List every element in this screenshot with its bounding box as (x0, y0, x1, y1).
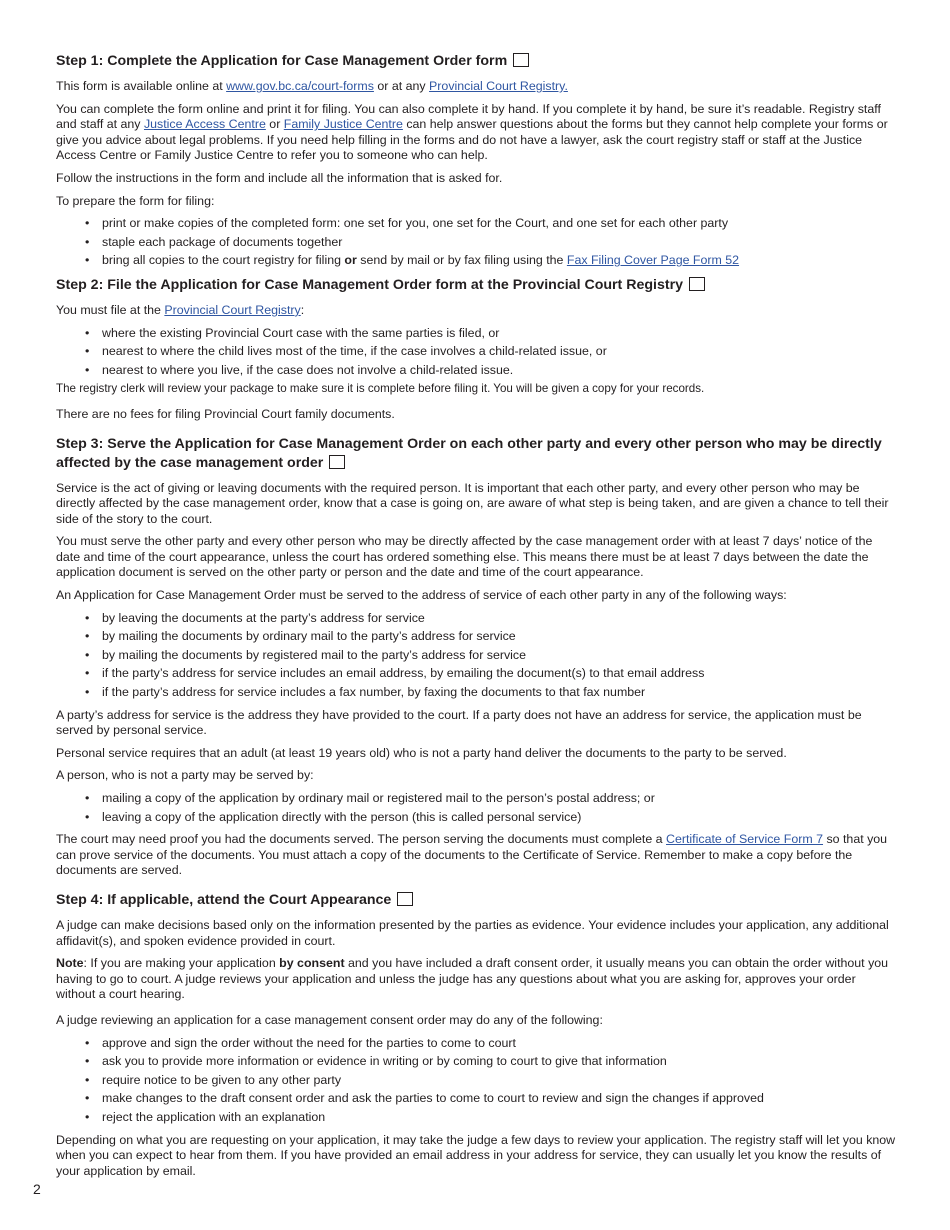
step-3-checkbox[interactable] (329, 455, 345, 469)
step-3-heading (56, 435, 896, 473)
step-4-list (56, 1036, 896, 1126)
list-item: • approve and sign the order without the need for the parties to come to court (102, 1036, 896, 1052)
list-item: • by mailing the documents by registered mail to the party’s address for service (102, 648, 896, 664)
step-2-fees-para: There are no fees for filing Provincial Court family documents. (56, 406, 395, 421)
step-4-title: Step 4: If applicable, attend the Court Appearance (56, 891, 392, 908)
fax-filing-cover-page-link[interactable]: Fax Filing Cover Page Form 52 (566, 253, 740, 268)
provincial-court-registry-link-2[interactable]: Provincial Court Registry (164, 302, 301, 317)
step-2-file-para: You must file at the Provincial Court Registry: (56, 302, 305, 317)
list-item: • nearest to where the child lives most of the time, if the case involves a child-related issue, or (102, 344, 896, 360)
step-2-clerk-para: The registry clerk will review your package to make sure it is complete before filing it. You will be given a copy for your records. (56, 382, 705, 396)
list-item: • require notice to be given to any other party (102, 1073, 896, 1089)
list-item: • by mailing the documents by ordinary mail to the party’s address for service (102, 629, 896, 645)
list-item: • if the party’s address for service includes a fax number, by faxing the documents to that fax number (102, 685, 896, 701)
step-4-note-para: Note: If you are making your application by consent and you have included a draft consent order, it usually means you can obtain the order without you having to go to court. A judge reviews your application and unless the judge has any questions about what you are asking for, approves your order without a court hearing. (56, 956, 889, 1002)
step-3-list-2 (56, 791, 896, 825)
step-3-proof-para: The court may need proof you had the documents served. The person serving the documents must complete a Certificate of Service Form 7 so that you can prove service of the documents. You must attach a copy of the documents to the Certificate of Service. Remember to make a copy before the documents are served. (56, 832, 888, 878)
step-3-title: Step 3: Serve the Application for Case Management Order on each other party and every other person who may be directly affected by the case management order (56, 435, 882, 471)
step-1-title: Step 1: Complete the Application for Case Management Order form (56, 53, 508, 69)
list-item: • staple each package of documents together (102, 235, 896, 251)
document-page (56, 52, 896, 1186)
list-item: • where the existing Provincial Court case with the same parties is filed, or (102, 326, 896, 342)
step-2-list (56, 326, 896, 379)
step-1-complete-para: You can complete the form online and print it for filing. You can also complete it by hand. If you complete it by hand, be sure it’s readable. Registry staff and staff at any Justice Access Centre or Family Justice Centre can help answer questions about the forms but they cannot help complete your forms or give you advice about legal problems. If you need help filling in the forms and do not have a lawyer, ask the court registry staff or staff at the Justice Access Centre or Family Justice Centre to refer you to someone who can help. (56, 101, 888, 163)
step-1-section (56, 52, 896, 269)
step-4-section (56, 891, 896, 1179)
step-3-ways-para: An Application for Case Management Order must be served to the address of service of each other party in any of the following ways: (56, 588, 787, 603)
step-2-section (56, 276, 896, 423)
step-3-list (56, 611, 896, 701)
list-item: • nearest to where you live, if the case does not involve a child-related issue. (102, 363, 896, 379)
step-2-title: Step 2: File the Application for Case Management Order form at the Provincial Court Registry (56, 276, 683, 293)
step-4-depending-para: Depending on what you are requesting on your application, it may take the judge a few days to review your application. The registry staff will let you know when you can expect to hear from them. If you have provided an email address in your address for service, they can usually let you know the results of your application by email. (56, 1132, 896, 1178)
step-3-service-para: Service is the act of giving or leaving documents with the required person. It is important that each other party, and every other person who may be directly affected by the case management order, know that a case is going on, are aware of what step is being taken, and are given a chance to tell their side of the story to the court. (56, 480, 889, 526)
provincial-court-registry-link[interactable]: Provincial Court Registry. (429, 79, 568, 93)
step-1-heading (56, 52, 896, 71)
step-3-section (56, 435, 896, 879)
step-2-heading (56, 276, 896, 295)
list-item: • make changes to the draft consent order and ask the parties to come to court to review and sign the changes if approved (102, 1091, 896, 1107)
list-item: • reject the application with an explanation (102, 1110, 896, 1126)
family-justice-centre-link[interactable]: Family Justice Centre (283, 117, 403, 132)
list-item: • leaving a copy of the application directly with the person (this is called personal service) (102, 810, 896, 826)
list-item: • print or make copies of the completed form: one set for you, one set for the Court, and one set for each other party (102, 216, 896, 232)
page-number: 2 (33, 1181, 41, 1197)
step-3-address-para: A party’s address for service is the address they have provided to the court. If a party does not have an address for service, the application must be served by personal service. (56, 707, 862, 738)
step-1-online-para: This form is available online at www.gov.bc.ca/court-forms or at any Provincial Court Registry. (56, 79, 568, 93)
list-item: • if the party’s address for service includes an email address, by emailing the document(s) to that email address (102, 666, 896, 682)
step-4-heading (56, 891, 896, 910)
court-forms-link[interactable]: www.gov.bc.ca/court-forms (226, 79, 374, 93)
step-1-checkbox[interactable] (513, 53, 529, 67)
step-3-personal-para: Personal service requires that an adult (at least 19 years old) who is not a party hand deliver the documents to the party to be served. (56, 745, 787, 760)
step-1-instructions-para: Follow the instructions in the form and include all the information that is asked for. (56, 170, 503, 185)
list-item: • bring all copies to the court registry for filing or send by mail or by fax filing using the Fax Filing Cover Page Form 52 (102, 253, 896, 269)
list-item: • by leaving the documents at the party’s address for service (102, 611, 896, 627)
list-item: • ask you to provide more information or evidence in writing or by coming to court to give that information (102, 1054, 896, 1070)
step-2-checkbox[interactable] (689, 277, 705, 291)
step-1-prepare-para: To prepare the form for filing: (56, 193, 215, 208)
certificate-of-service-link[interactable]: Certificate of Service Form 7 (666, 832, 824, 847)
step-4-judge-para: A judge reviewing an application for a case management consent order may do any of the following: (56, 1012, 603, 1027)
step-4-checkbox[interactable] (397, 892, 413, 906)
step-3-notice-para: You must serve the other party and every other person who may be directly affected by the case management order with at least 7 days’ notice of the date and time of the court appearance, unless the court has ordered something else. This means there must be at least 7 days between the date the application document is served on the other party or person and the date and time of the court appearance. (56, 534, 873, 580)
list-item: • mailing a copy of the application by ordinary mail or registered mail to the person’s postal address; or (102, 791, 896, 807)
step-3-person-para: A person, who is not a party may be served by: (56, 768, 314, 783)
justice-access-centre-link[interactable]: Justice Access Centre (143, 117, 266, 132)
step-4-evidence-para: A judge can make decisions based only on the information presented by the parties as evidence. Your evidence includes your application, any additional affidavit(s), and spoken evidence provided in court. (56, 917, 889, 948)
step-1-list (56, 216, 896, 269)
